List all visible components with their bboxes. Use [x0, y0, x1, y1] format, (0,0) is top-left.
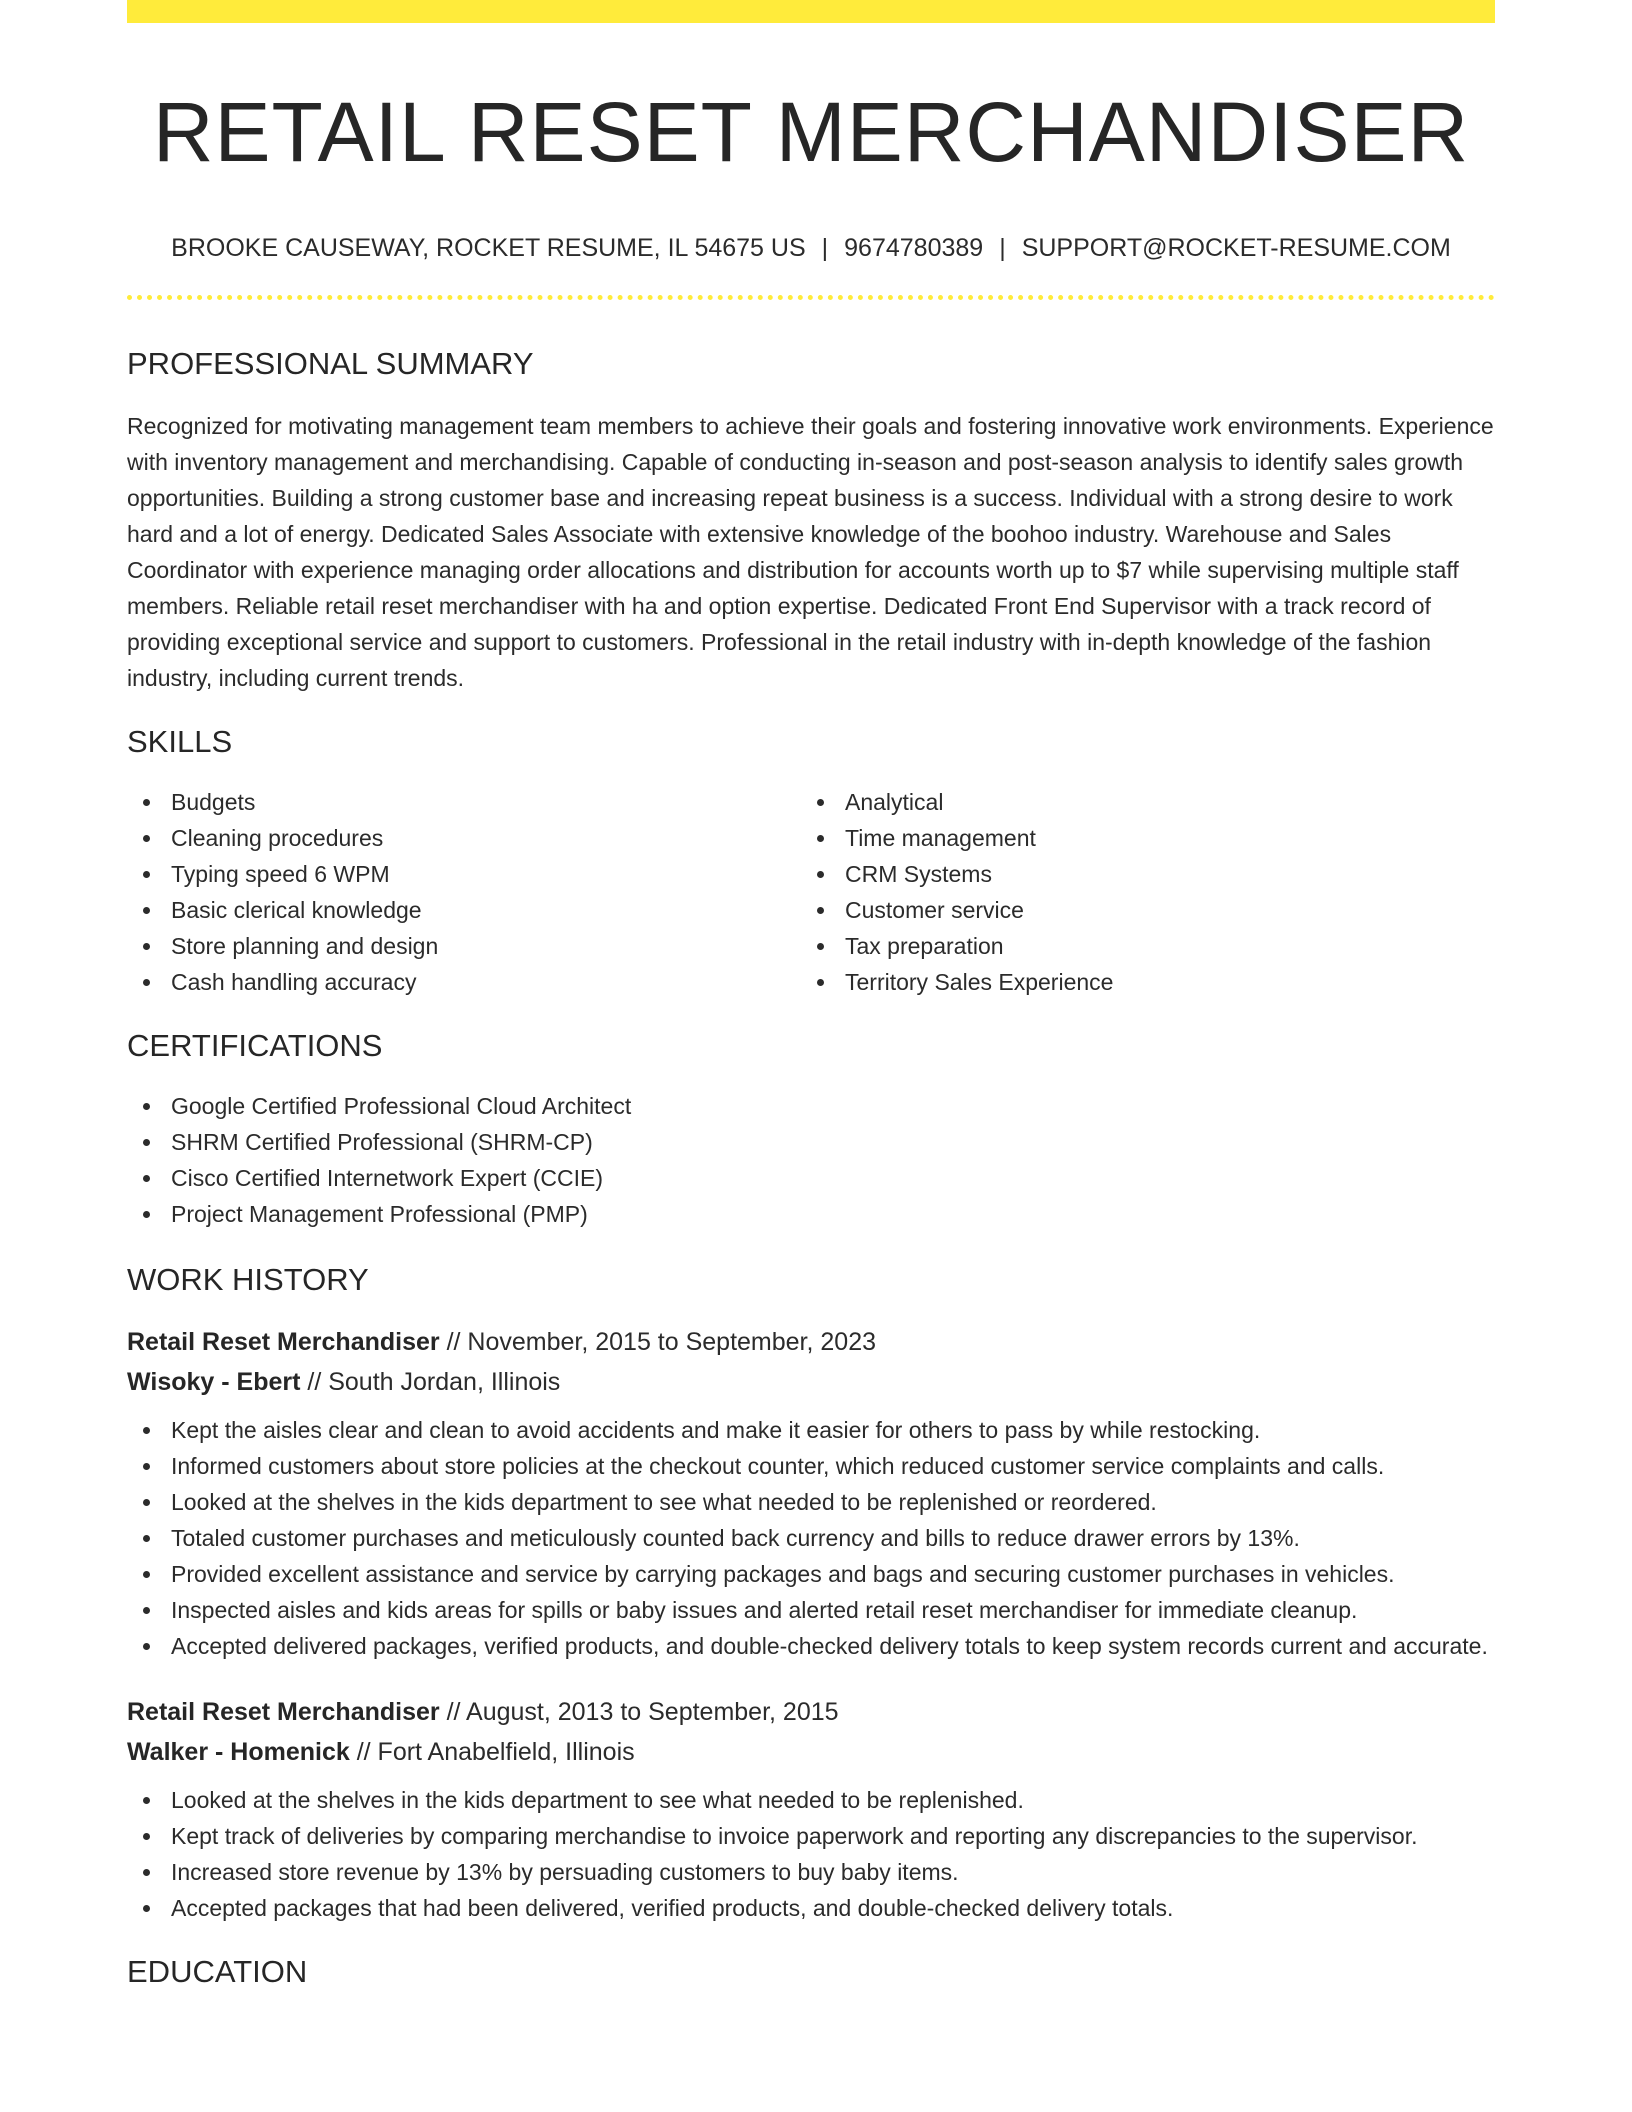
skill-item: CRM Systems: [801, 856, 1475, 892]
job-company-line: [127, 1732, 1495, 1772]
contact-phone: 9674780389: [844, 234, 984, 262]
job-bullet: Informed customers about store policies at the checkout counter, which reduced customer service complaints and calls.: [127, 1448, 1495, 1484]
skill-item: Budgets: [127, 784, 801, 820]
skill-item: Time management: [801, 820, 1475, 856]
contact-line: [127, 232, 1495, 264]
job-title: Retail Reset Merchandiser: [127, 1328, 440, 1356]
certification-item: SHRM Certified Professional (SHRM-CP): [127, 1124, 1495, 1160]
certifications-list: [127, 1088, 1495, 1232]
job-bullet: Increased store revenue by 13% by persuading customers to buy baby items.: [127, 1854, 1495, 1890]
job-bullets: [127, 1782, 1495, 1926]
skill-item: Cleaning procedures: [127, 820, 801, 856]
job-bullet: Kept the aisles clear and clean to avoid accidents and make it easier for others to pass by while restocking.: [127, 1412, 1495, 1448]
skills-heading: SKILLS: [127, 724, 233, 759]
skill-item: Tax preparation: [801, 928, 1475, 964]
job-bullet: Kept track of deliveries by comparing merchandise to invoice paperwork and reporting any discrepancies to the supervisor.: [127, 1818, 1495, 1854]
contact-separator: |: [999, 234, 1006, 262]
certification-item: Project Management Professional (PMP): [127, 1196, 1495, 1232]
certifications-heading: CERTIFICATIONS: [127, 1028, 383, 1063]
skill-item: Analytical: [801, 784, 1475, 820]
resume-page: [127, 0, 1495, 1992]
resume-title: RETAIL RESET MERCHANDISER: [152, 85, 1470, 179]
job-dates: // November, 2015 to September, 2023: [439, 1328, 877, 1356]
skill-item: Territory Sales Experience: [801, 964, 1475, 1000]
skill-item: Typing speed 6 WPM: [127, 856, 801, 892]
certification-item: Google Certified Professional Cloud Architect: [127, 1088, 1495, 1124]
job-bullet: Provided excellent assistance and service by carrying packages and bags and securing customer purchases in vehicles.: [127, 1556, 1495, 1592]
contact-separator: |: [821, 234, 829, 262]
job-entry: [127, 1322, 1495, 1664]
job-bullet: Looked at the shelves in the kids department to see what needed to be replenished.: [127, 1782, 1495, 1818]
skills-grid: [127, 784, 1495, 1000]
skills-left-column: [127, 784, 801, 1000]
job-company-line: [127, 1362, 1495, 1402]
job-title-line: [127, 1692, 1495, 1732]
job-entry: [127, 1692, 1495, 1926]
job-bullet: Accepted delivered packages, verified products, and double-checked delivery totals to keep system records current and accurate.: [127, 1628, 1495, 1664]
summary-heading: PROFESSIONAL SUMMARY: [127, 346, 534, 381]
job-location: // Fort Anabelfield, Illinois: [349, 1738, 635, 1766]
accent-top-bar: [127, 0, 1495, 23]
job-bullet: Inspected aisles and kids areas for spills or baby issues and alerted retail reset merchandiser for immediate cleanup.: [127, 1592, 1495, 1628]
skill-item: Customer service: [801, 892, 1475, 928]
job-bullet: Accepted packages that had been delivered, verified products, and double-checked delivery totals.: [127, 1890, 1495, 1926]
skill-item: Cash handling accuracy: [127, 964, 801, 1000]
job-bullets: [127, 1412, 1495, 1664]
skills-right-column: [801, 784, 1475, 1000]
job-bullet: Looked at the shelves in the kids department to see what needed to be replenished or reordered.: [127, 1484, 1495, 1520]
job-title: Retail Reset Merchandiser: [127, 1698, 440, 1726]
job-dates: // August, 2013 to September, 2015: [439, 1698, 839, 1726]
skill-item: Store planning and design: [127, 928, 801, 964]
job-title-line: [127, 1322, 1495, 1362]
contact-email[interactable]: SUPPORT@ROCKET-RESUME.COM: [1021, 234, 1451, 262]
education-heading: EDUCATION: [127, 1954, 308, 1989]
summary-text: Recognized for motivating management team members to achieve their goals and fostering innovative work environments. Experience with inventory management and merchandising. Capable of conducting in-season and post-season analysis to identify sales growth opportunities. Building a strong customer base and increasing repeat business is a success. Individual with a strong desire to work hard and a lot of energy. Dedicated Sales Associate with extensive knowledge of the boohoo industry. Warehouse and Sales Coordinator with experience managing order allocations and distribution for accounts worth up to $7 while supervising multiple staff members. Reliable retail reset merchandiser with ha and option expertise. Dedicated Front End Supervisor with a track record of providing exceptional service and support to customers. Professional in the retail industry with in-depth knowledge of the fashion industry, including current trends.: [127, 413, 1494, 691]
skill-item: Basic clerical knowledge: [127, 892, 801, 928]
job-location: // South Jordan, Illinois: [300, 1368, 561, 1396]
job-company: Wisoky - Ebert: [127, 1368, 301, 1396]
contact-address: BROOKE CAUSEWAY, ROCKET RESUME, IL 54675 US: [171, 234, 806, 262]
job-company: Walker - Homenick: [127, 1738, 350, 1766]
certification-item: Cisco Certified Internetwork Expert (CCIE): [127, 1160, 1495, 1196]
work-history-heading: WORK HISTORY: [127, 1262, 369, 1297]
job-bullet: Totaled customer purchases and meticulously counted back currency and bills to reduce drawer errors by 13%.: [127, 1520, 1495, 1556]
dotted-divider: [127, 295, 1495, 300]
